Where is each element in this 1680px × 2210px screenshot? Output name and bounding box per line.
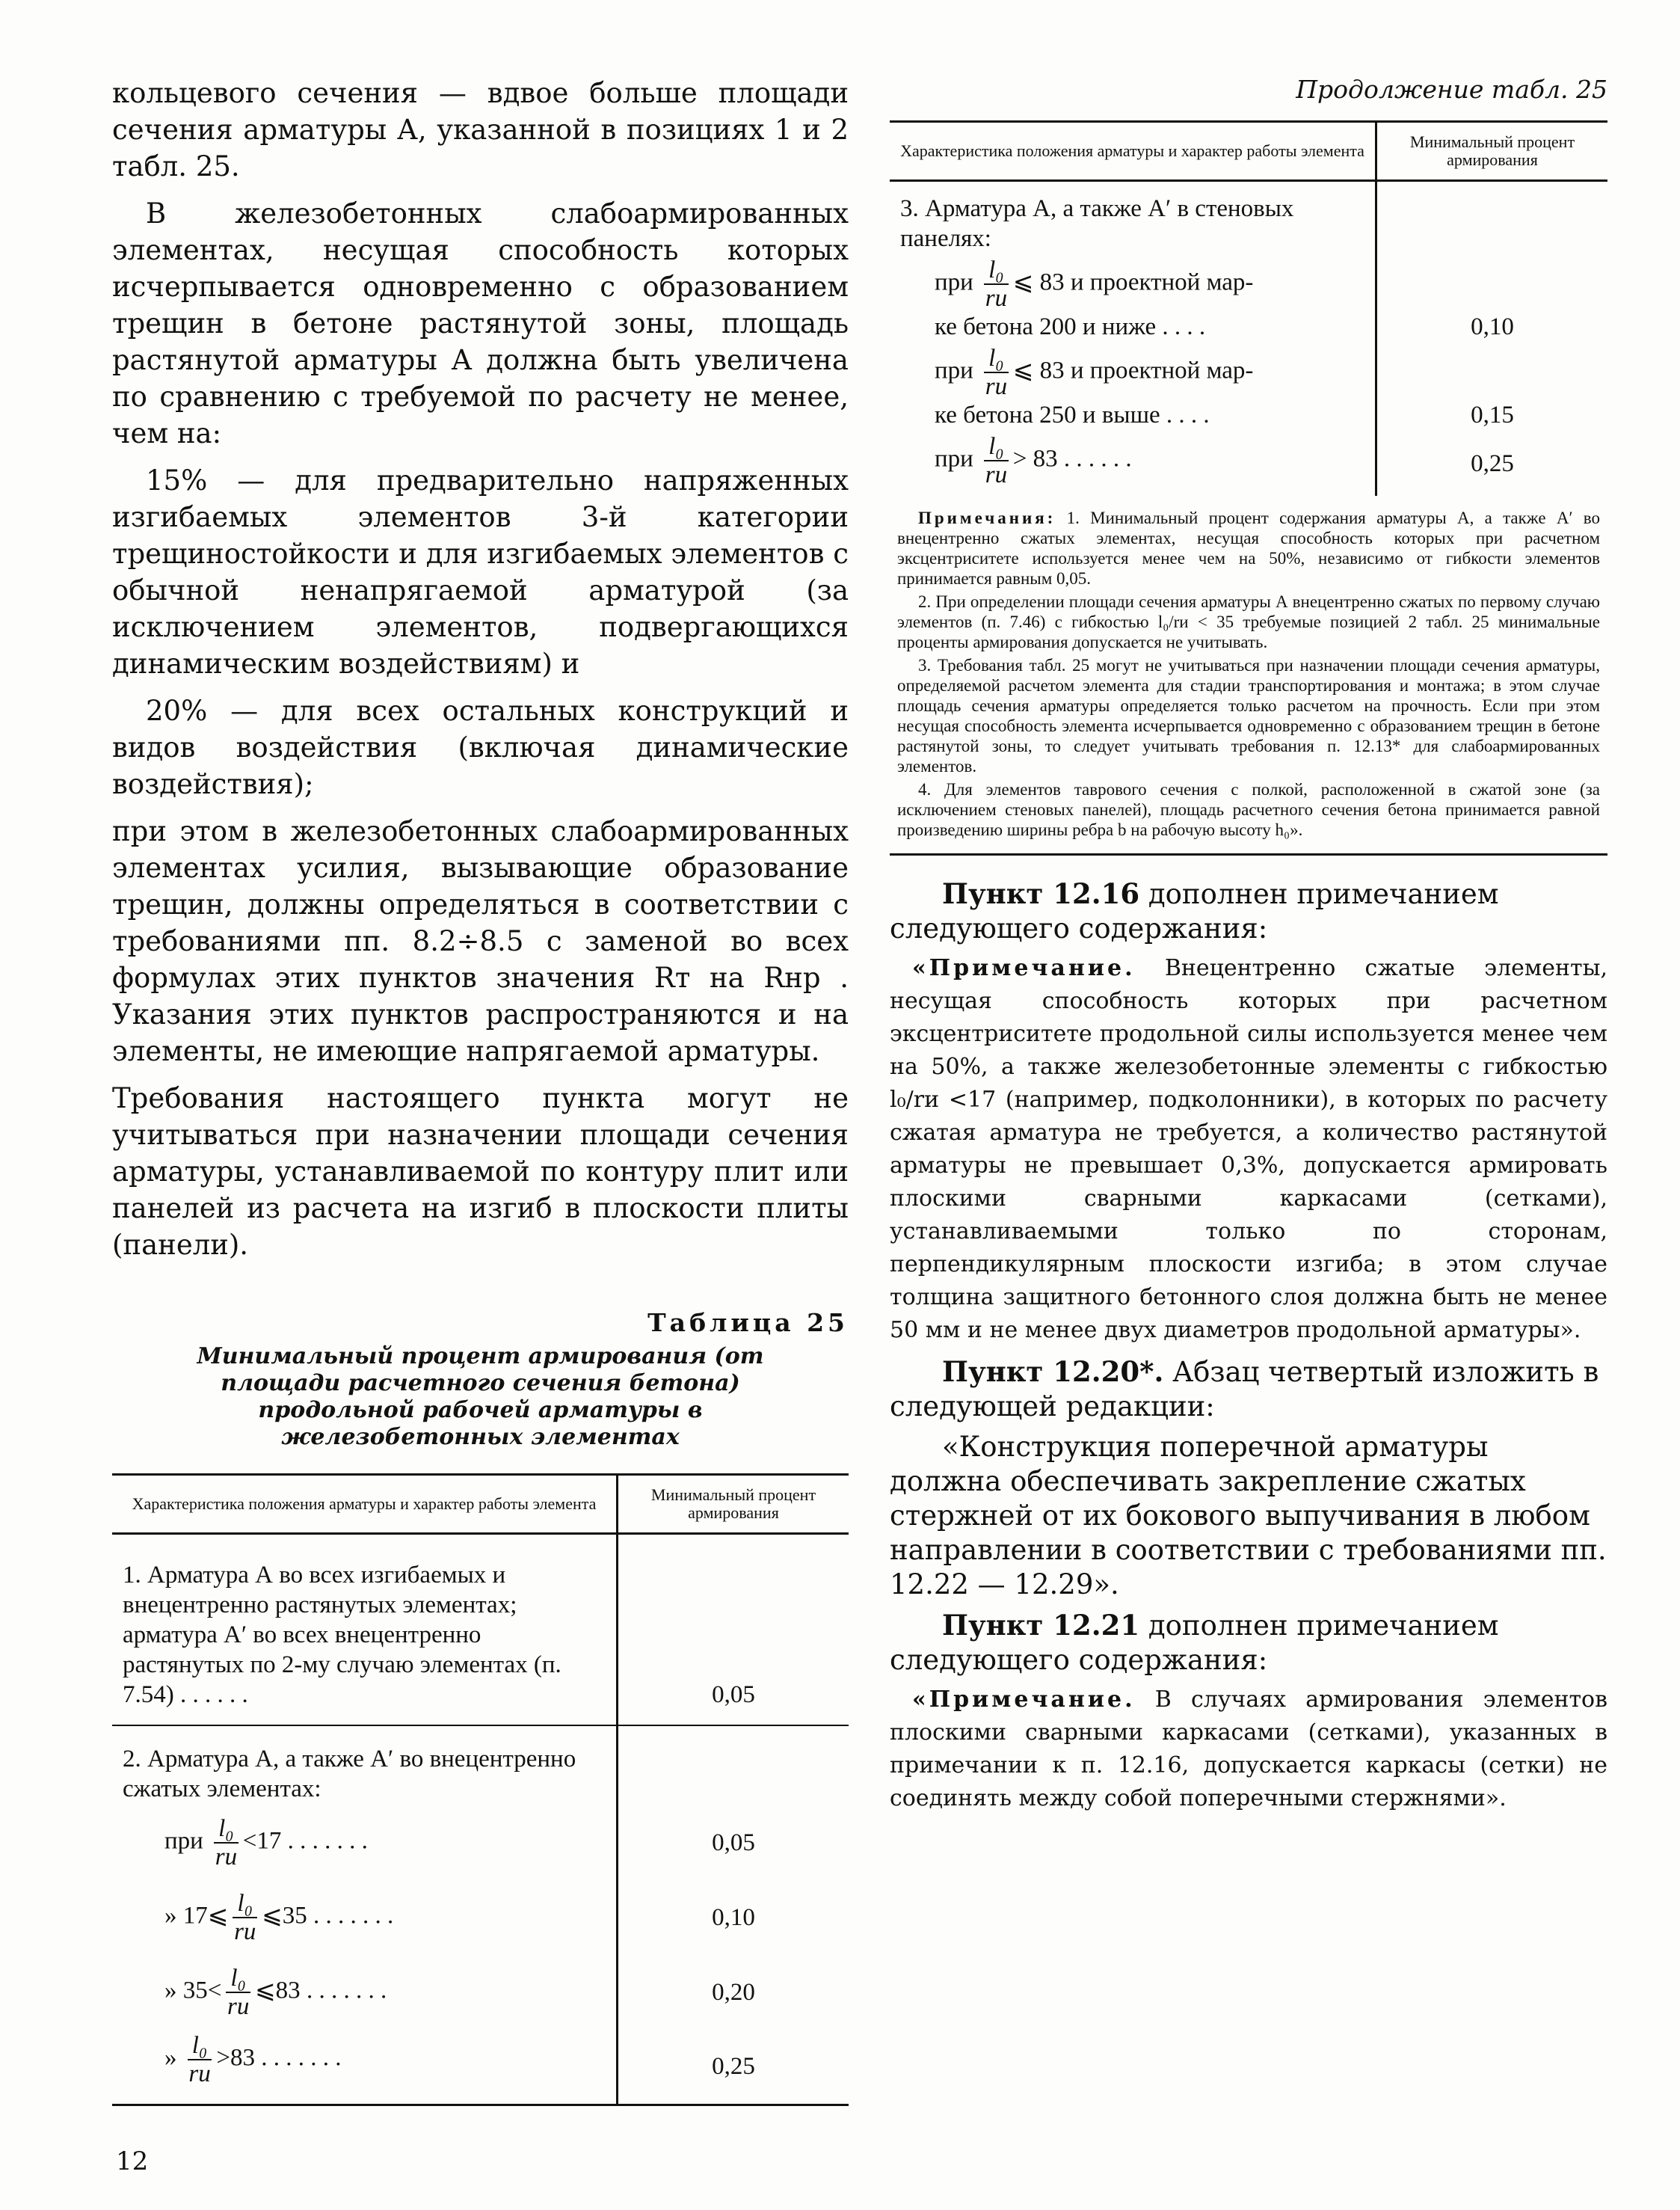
paragraph: при этом в железобетонных слабоармированных элементах усилия, вызывающие образование трещин, должны определяться в соответствии с требованиями пп. 8.2÷8.5 с заменой во всех формулах этих пунктов значения Rт на Rнр . Указания этих пунктов распространяются и на элементы, не имеющие напрягаемой арматуры.	[112, 815, 849, 1067]
note-text: В случаях армирования элементов плоскими сварными каркасами (сетками), указанных в примечании к п. 12.16, допускается каркасы (сетки) не соединять между собой поперечными стержнями».	[890, 1686, 1607, 1811]
fraction-numerator: l₀	[984, 433, 1009, 461]
paragraph: 20% — для всех остальных конструкций и видов воздействия (включая динамические воздействия);	[112, 695, 849, 800]
fraction-numerator: l₀	[214, 1815, 239, 1844]
clause-text: Абзац четвертый изложить в следующей редакции:	[890, 1356, 1599, 1422]
clause-12-16-note	[890, 952, 1607, 1347]
page-number: 12	[116, 2146, 149, 2176]
left-column	[112, 75, 849, 2106]
fraction-numerator: l₀	[226, 1965, 250, 1993]
condition-rhs: >83	[216, 2044, 256, 2072]
note-1	[897, 508, 1600, 589]
table-header-characteristic: Характеристика положения арматуры и характер работы элемента	[112, 1475, 618, 1534]
right-column	[890, 75, 1607, 1823]
paragraph: Требования настоящего пункта могут не учитываться при назначении площади сечения арматуры, устанавливаемой по контуру плит или панелей из расчета на изгиб в плоскости плиты (панели).	[112, 1082, 849, 1261]
table-value: 0,25	[618, 2030, 849, 2105]
note-4: 4. Для элементов таврового сечения с полкой, расположенной в сжатой зоне (за исключением стеновых панелей), площадь расчетного сечения бетона принимается равной произведению ширины ребра b на рабочую высоту h₀».	[897, 780, 1600, 839]
clause-text: дополнен примечанием следующего содержания:	[890, 878, 1499, 945]
clause-number: Пункт 12.20*.	[942, 1355, 1164, 1388]
note-2: 2. При определении площади сечения арматуры А внецентренно сжатых по первому случаю элементов (п. 7.46) с гибкостью l₀/rи < 35 требуемые позицией 2 табл. 25 минимальные проценты армирования допускается не учитывать.	[897, 592, 1600, 651]
condition-cell	[112, 2030, 618, 2105]
condition-cell	[890, 432, 1376, 496]
leader-dots: . . . . . . .	[287, 1827, 368, 1855]
clause-12-20-quote: «Конструкция поперечной арматуры должна обеспечивать закрепление сжатых стержней от их бокового выпучивания в любом направлении в соответствии с требованиями пп. 12.22 — 12.29».	[890, 1431, 1607, 1600]
clause-number: Пункт 12.16	[942, 877, 1140, 910]
table-row	[890, 255, 1607, 343]
continuation-label: Продолжение табл. 25	[1296, 75, 1607, 104]
condition-prefix: »	[164, 1902, 177, 1930]
table-header-min-percent: Минимальный процент армирования	[1376, 122, 1608, 181]
table-value: 0,25	[1376, 432, 1608, 496]
fraction-denominator: rи	[985, 461, 1008, 488]
fraction-denominator: rи	[234, 1918, 256, 1945]
condition-continuation: ке бетона 250 и выше . . . .	[935, 402, 1210, 429]
clause-12-20-heading	[890, 1354, 1607, 1424]
table-header-characteristic: Характеристика положения арматуры и характер работы элемента	[890, 122, 1376, 181]
condition-rhs: ⩽83	[255, 1977, 301, 2004]
condition-cell	[112, 1805, 618, 1880]
fraction-numerator: l₀	[188, 2032, 212, 2060]
condition-prefix: при	[935, 445, 973, 473]
condition-rhs: <17	[242, 1827, 282, 1855]
clause-12-21-heading	[890, 1608, 1607, 1678]
fraction-denominator: rи	[188, 2060, 211, 2088]
table-25	[112, 1473, 849, 2106]
fraction-numerator: l₀	[984, 345, 1009, 373]
condition-continuation: ке бетона 200 и ниже . . . .	[935, 313, 1206, 340]
table-row	[112, 1880, 849, 1955]
fraction-denominator: rи	[227, 1993, 250, 2020]
table-value: 0,20	[618, 1955, 849, 2030]
table-25-continued	[890, 120, 1607, 496]
left-body-text	[112, 75, 849, 1263]
fraction-numerator: l₀	[984, 257, 1009, 285]
condition-cell	[890, 343, 1376, 432]
leader-dots: . . . . . . .	[261, 2044, 342, 2072]
note-title: «Примечание.	[912, 955, 1136, 981]
paragraph: В железобетонных слабоармированных элементах, несущая способность которых исчерпывается одновременно с образованием трещин в бетоне растянутой зоны, площадь растянутой арматуры А должна быть увеличена по сравнению с требуемой по расчету не менее, чем на:	[112, 197, 849, 449]
table-row	[890, 432, 1607, 496]
slenderness-fraction	[984, 257, 1009, 312]
note-title: «Примечание.	[912, 1686, 1136, 1713]
condition-cell	[890, 255, 1376, 343]
clause-12-16-heading	[890, 877, 1607, 946]
condition-prefix: при	[164, 1827, 203, 1855]
paragraph: 15% — для предварительно напряженных изгибаемых элементов 3-й категории трещиностойкости и для изгибаемых элементов с обычной ненапрягаемой арматурой (за исключением элементов, подвергающихся динамическим воздействиям) и	[112, 464, 849, 680]
table-row-item2-text: 2. Арматура А, а также А′ во внецентренно сжатых элементах:	[112, 1725, 618, 1805]
table-caption: Минимальный процент армирования (от площади расчетного сечения бетона) продольной рабочей арматуры в железобетонных элементах	[197, 1343, 764, 1450]
clause-12-21-note	[890, 1683, 1607, 1815]
condition-rhs: > 83 . . . . . .	[1012, 445, 1132, 473]
condition-cell	[112, 1880, 618, 1955]
slenderness-fraction	[188, 2032, 212, 2087]
notes-title: Примечания:	[918, 509, 1056, 527]
note-text: Внецентренно сжатые элементы, несущая способность которых при расчетном эксцентриситете продольной силы используется менее чем на 50%, а также железобетонные элементы с гибкостью l₀/rи <17 (например, подколонники), в которых по расчету сжатая арматура не требуется, а количество растянутой арматуры не превышает 0,3%, допускается армировать плоскими сварными каркасами (сетками), устанавливаемыми только по сторонам, перпендикулярным плоскости изгиба; в этом случае толщина защитного бетонного слоя должна быть не менее 50 мм и не менее двух диаметров продольной арматуры».	[890, 955, 1607, 1343]
table-header-min-percent: Минимальный процент армирования	[618, 1475, 849, 1534]
note-3: 3. Требования табл. 25 могут не учитываться при назначении площади сечения арматуры, определяемой расчетом элемента для стадии транспортирования и монтажа; в этом случае площадь сечения арматуры определяется только расчетом на прочность. Если при этом несущая способность элемента исчерпывается одновременно с образованием трещин в бетоне растянутой зоны, то следует учитывать требования п. 12.13* для слабоармированных элементов.	[897, 656, 1600, 776]
table-row	[112, 1955, 849, 2030]
leader-dots: . . . . . . .	[306, 1977, 387, 2004]
condition-prefix: »	[164, 1977, 177, 2004]
table-row	[112, 1805, 849, 1880]
table-value: 0,15	[1376, 343, 1608, 432]
table-notes	[890, 496, 1607, 856]
condition-prefix: при	[935, 357, 973, 384]
table-row-item3-text: 3. Арматура А, а также А′ в стеновых панелях:	[900, 195, 1294, 252]
table-value: 0,10	[618, 1880, 849, 1955]
fraction-denominator: rи	[215, 1844, 238, 1870]
condition-prefix: при	[935, 268, 973, 296]
table-cell-empty	[1376, 181, 1608, 256]
clause-text: дополнен примечанием следующего содержания:	[890, 1609, 1499, 1676]
condition-rhs: ⩽ 83 и проектной мар-	[1012, 268, 1254, 296]
slenderness-fraction	[226, 1965, 250, 2020]
table-row-item1-value: 0,05	[618, 1534, 849, 1726]
condition-lhs: 17⩽	[182, 1902, 229, 1930]
clause-number: Пункт 12.21	[942, 1609, 1140, 1642]
table-row-item1-text: 1. Арматура А во всех изгибаемых и внецентренно растянутых элементах; арматура А′ во всех внецентренно растянутых по 2-му случаю элементах (п. 7.54) . . . . . .	[123, 1562, 561, 1708]
leader-dots: . . . . . . .	[313, 1902, 394, 1930]
note-text: 1. Минимальный процент содержания арматуры А, а также А′ во внецентренно сжатых элементах, несущая способность которых при расчетном эксцентриситете используется менее чем на 50%, независимо от гибкости элементов принимается равным 0,05.	[897, 509, 1601, 588]
table-row	[890, 343, 1607, 432]
condition-rhs: ⩽35	[262, 1902, 307, 1930]
table-label: Таблица 25	[647, 1308, 849, 1337]
right-body-text	[890, 877, 1607, 1815]
paragraph: кольцевого сечения — вдвое больше площади сечения арматуры А, указанной в позициях 1 и 2 табл. 25.	[112, 77, 849, 182]
table-value: 0,05	[618, 1805, 849, 1880]
table-row	[112, 2030, 849, 2105]
slenderness-fraction	[984, 433, 1009, 488]
table-value: 0,10	[1376, 255, 1608, 343]
slenderness-fraction	[214, 1815, 239, 1870]
fraction-numerator: l₀	[233, 1890, 257, 1918]
fraction-denominator: rи	[985, 285, 1008, 312]
slenderness-fraction	[984, 345, 1009, 400]
condition-rhs: ⩽ 83 и проектной мар-	[1012, 357, 1254, 384]
condition-lhs: 35<	[182, 1977, 222, 2004]
slenderness-fraction	[233, 1890, 257, 1945]
condition-cell	[112, 1955, 618, 2030]
condition-prefix: »	[164, 2044, 177, 2072]
table-cell-empty	[618, 1725, 849, 1805]
fraction-denominator: rи	[985, 373, 1008, 400]
